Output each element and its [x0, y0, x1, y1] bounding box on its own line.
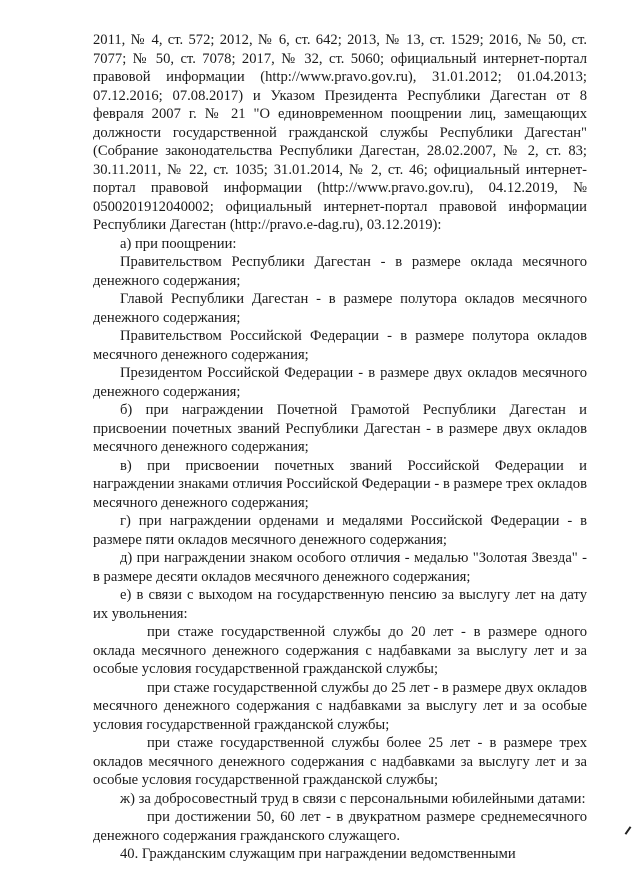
paragraph-source-references: 2011, № 4, ст. 572; 2012, № 6, ст. 642; 2013, № 13, ст. 1529; 2016, № 50, ст. 7077; № 50, ст. 7078; 2017, № 32, ст. 5060; официальный интернет-портал правовой информации (http://www.pravo.gov.ru), 31.01.2012; 01.04.2013; 07.12.2016; 07.08.2017) и Указом Президента Республики Дагестан от 8 февраля 2007 г. № 21 "О единовременном поощрении лиц, замещающих должности государственной гражданской службы Республики Дагестан" (Собрание законодательства Республики Дагестан, 28.02.2007, № 2, ст. 83; 30.11.2011, № 22, ст. 1035; 31.01.2014, № 2, ст. 46; официальный интернет-портал правовой информации (http://www.pravo.gov.ru), 04.12.2019, № 0500201912040002; официальный интернет-портал правовой информации Республики Дагестан (http://pravo.e-dag.ru), 03.12.2019): [93, 32, 587, 233]
paragraph-jubilee: при достижении 50, 60 лет - в двукратном размере среднемесячного денежного содержания гражданского служащего. [93, 809, 587, 844]
paragraph-head-rd: Главой Республики Дагестан - в размере полутора окладов месячного денежного содержания; [93, 291, 587, 326]
paragraph-item-a: а) при поощрении: [120, 235, 237, 252]
paragraph-item-g: г) при награждении орденами и медалями Российской Федерации - в размере пяти окладов месячного денежного содержания; [93, 513, 587, 548]
paragraph-service-over-25: при стаже государственной службы более 25 лет - в размере трех окладов месячного денежного содержания с надбавками за выслугу лет и за особые условия государственной гражданской службы; [93, 735, 587, 788]
paragraph-item-b: б) при награждении Почетной Грамотой Республики Дагестан и присвоении почетных званий Республики Дагестан - в размере двух окладов месячного денежного содержания; [93, 402, 587, 455]
scan-mark [625, 826, 632, 835]
paragraph-item-v: в) при присвоении почетных званий Российской Федерации и награждении знаками отличия Российской Федерации - в размере трех окладов месячного денежного содержания; [93, 457, 587, 511]
paragraph-item-d: д) при награждении знаком особого отличия - медалью "Золотая Звезда" - в размере десяти окладов месячного денежного содержания; [93, 550, 587, 585]
paragraph-item-zh: ж) за добросовестный труд в связи с персональными юбилейными датами: [120, 790, 586, 807]
document-body [93, 31, 587, 864]
paragraph-item-e: е) в связи с выходом на государственную пенсию за выслугу лет на дату их увольнения: [93, 587, 587, 622]
paragraph-govt-rd: Правительством Республики Дагестан - в размере оклада месячного денежного содержания; [93, 254, 587, 289]
paragraph-president-rf: Президентом Российской Федерации - в размере двух окладов месячного денежного содержания; [93, 365, 587, 400]
paragraph-service-20: при стаже государственной службы до 20 лет - в размере одного оклада месячного денежного содержания с надбавками за выслугу лет и за особые условия государственной гражданской службы; [93, 624, 587, 677]
paragraph-govt-rf: Правительством Российской Федерации - в размере полутора окладов месячного денежного содержания; [93, 328, 587, 363]
paragraph-item-40: 40. Гражданским служащим при награждении ведомственными [120, 846, 516, 862]
paragraph-service-25: при стаже государственной службы до 25 лет - в размере двух окладов месячного денежного содержания с надбавками за выслугу лет и за особые условия государственной гражданской службы; [93, 679, 587, 733]
